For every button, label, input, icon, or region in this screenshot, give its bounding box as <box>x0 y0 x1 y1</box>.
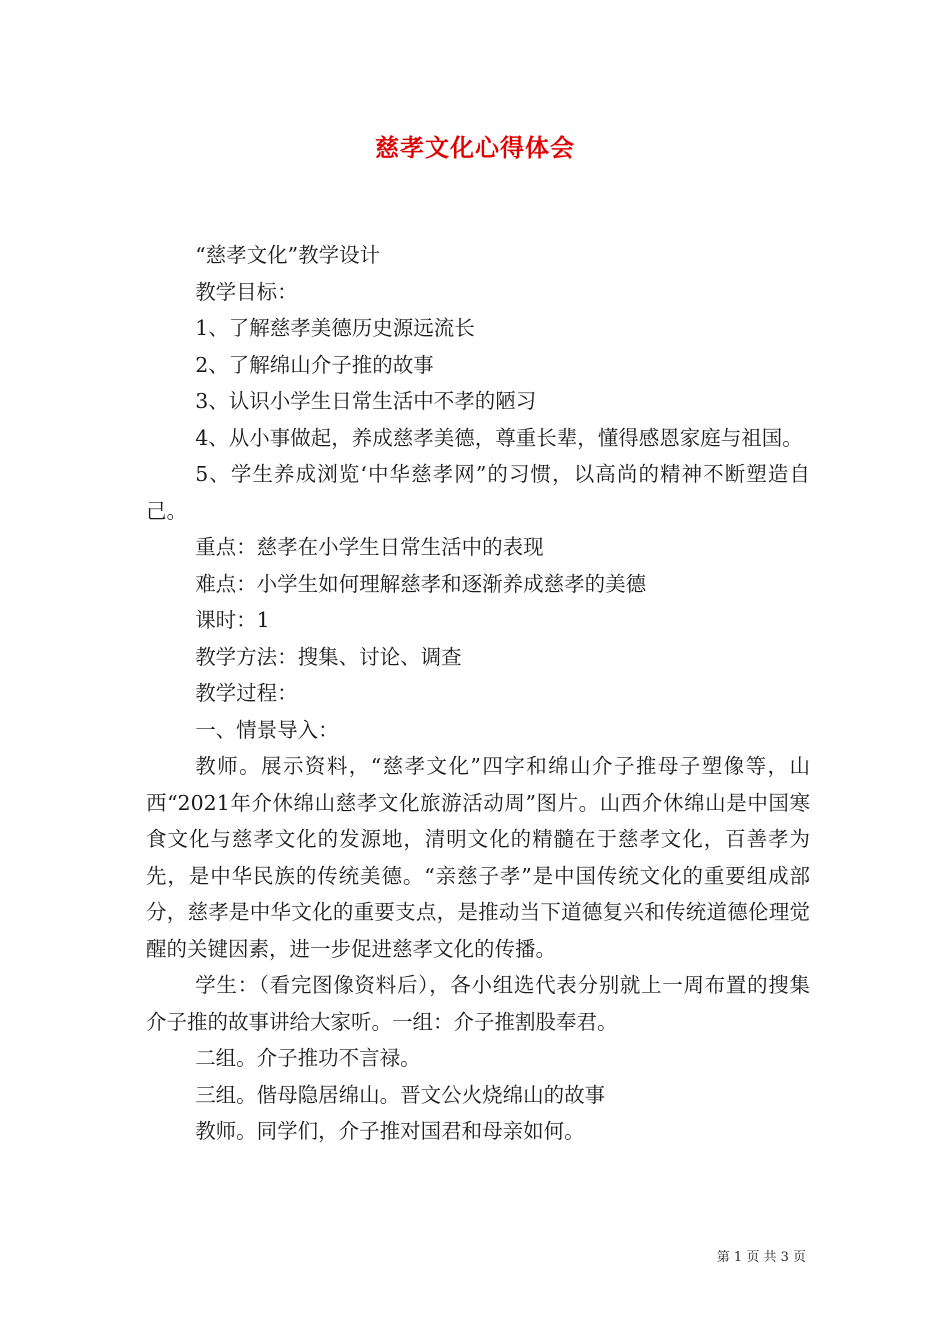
paragraph-process-label: 教学过程： <box>195 681 298 705</box>
paragraph-objectives-label: 教学目标： <box>195 279 298 304</box>
paragraph-objective-5: 5、学生养成浏览‘中华慈孝网”的习惯，以高尚的精神不断塑造自己。 <box>146 462 810 523</box>
paragraph-objective-3: 3、认识小学生日常生活中不孝的陋习 <box>195 389 537 413</box>
document-body <box>146 237 810 1150</box>
paragraph-teacher-intro: 教师。展示资料，“慈孝文化”四字和绵山介子推母子塑像等，山西“2021年介休绵山慈孝文化旅游活动周”图片。山西介休绵山是中国寒食文化与慈孝文化的发源地，清明文化的精髓在于慈孝文化，百善孝为先，是中华民族的传统美德。“亲慈子孝”是中国传统文化的重要组成部分，慈孝是中华文化的重要支点，是推动当下道德复兴和传统道德伦理觉醒的关键因素，进一步促进慈孝文化的传播。 <box>146 754 810 961</box>
paragraph-objective-1: 1、了解慈孝美德历史源远流长 <box>195 316 475 340</box>
paragraph-group-2: 二组。介子推功不言禄。 <box>195 1046 421 1070</box>
paragraph-objective-2: 2、了解绵山介子推的故事 <box>195 352 434 377</box>
paragraph-key-point: 重点：慈孝在小学生日常生活中的表现 <box>195 535 544 559</box>
paragraph-teacher-question: 教师。同学们，介子推对国君和母亲如何。 <box>195 1119 585 1143</box>
paragraph-methods: 教学方法：搜集、讨论、调查 <box>195 644 462 669</box>
paragraph-objective-4: 4、从小事做起，养成慈孝美德，尊重长辈，懂得感恩家庭与祖国。 <box>195 425 803 450</box>
paragraph-heading: “慈孝文化”教学设计 <box>195 243 381 267</box>
page-number: 第 1 页 共 3 页 <box>716 1250 806 1265</box>
document-title: 慈孝文化心得体会 <box>375 133 575 162</box>
paragraph-class-hours: 课时：1 <box>195 608 270 632</box>
paragraph-group-3: 三组。偕母隐居绵山。晋文公火烧绵山的故事 <box>195 1082 606 1107</box>
paragraph-students: 学生：（看完图像资料后），各小组选代表分别就上一周布置的搜集介子推的故事讲给大家听。一组：介子推割股奉君。 <box>146 973 810 1034</box>
paragraph-difficulty: 难点：小学生如何理解慈孝和逐渐养成慈孝的美德 <box>195 571 647 596</box>
paragraph-section-1: 一、情景导入： <box>195 717 339 742</box>
